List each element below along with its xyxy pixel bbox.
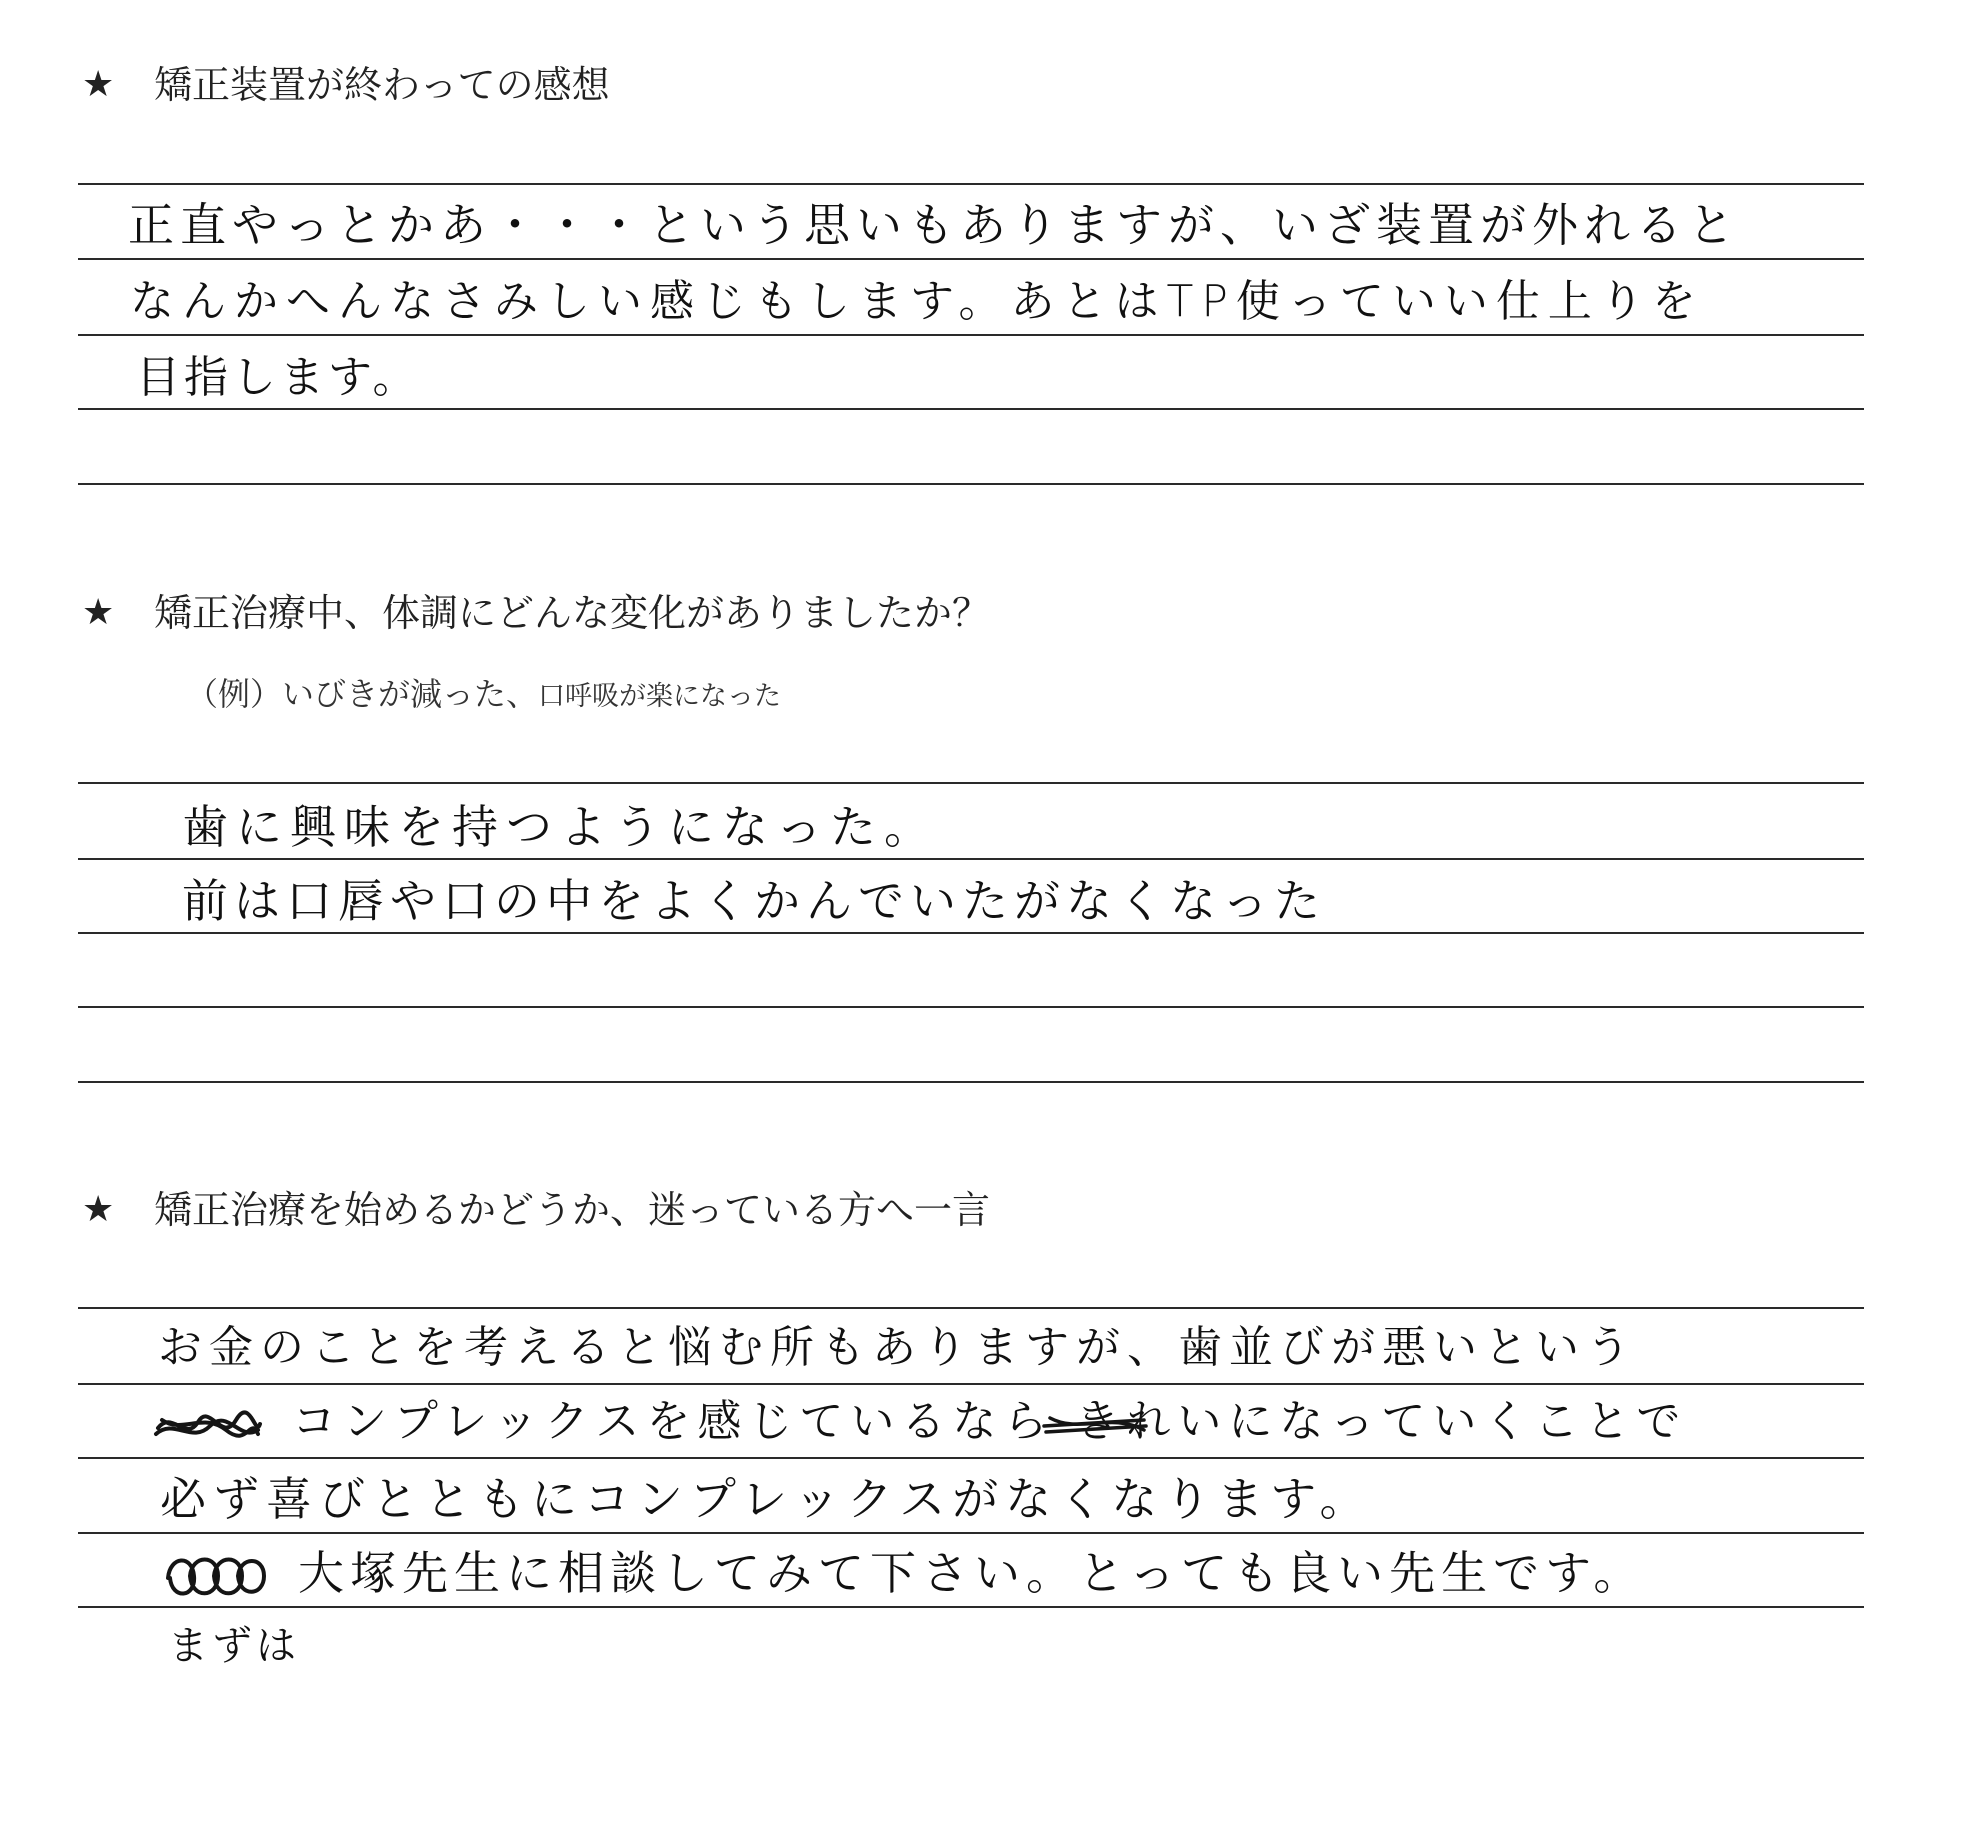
- handwritten-answer-3-line-5: まずは: [168, 1623, 300, 1669]
- handwritten-answer-2-line-2: 前は口唇や口の中をよくかんでいたがなくなった: [182, 874, 1326, 928]
- question-1: [82, 63, 610, 107]
- answer-line: [78, 1081, 1864, 1083]
- question-1-text: 矯正装置が終わっての感想: [154, 63, 610, 107]
- answer-line: [78, 258, 1864, 260]
- answer-line: [78, 1307, 1864, 1309]
- answer-line: [78, 1006, 1864, 1008]
- handwritten-answer-1-line-2: なんかへんなさみしい感じもします。あとはTP使っていい仕上りを: [130, 276, 1704, 327]
- question-2-text: 矯正治療中、体調にどんな変化がありましたか？: [154, 591, 991, 635]
- handwritten-answer-3-line-3: 必ず喜びとともにコンプレックスがなくなります。: [160, 1472, 1373, 1526]
- star-icon: ★: [82, 1189, 115, 1230]
- handwritten-answer-1-line-1: 正直やっとかあ・・・という思いもありますが、いざ装置が外れると: [128, 198, 1740, 252]
- answer-line: [78, 932, 1864, 934]
- answer-line: [78, 1383, 1864, 1385]
- question-2: [82, 591, 991, 635]
- question-3-text: 矯正治療を始めるかどうか、迷っている方へ一言: [154, 1188, 991, 1232]
- handwritten-answer-3-line-4: 大塚先生に相談してみて下さい。とっても良い先生です。: [298, 1546, 1646, 1600]
- scribble-crossout-icon: [152, 1404, 264, 1448]
- handwritten-answer-3-line-2: コンプレックスを感じているなら きれいになっていくことで: [292, 1396, 1688, 1447]
- star-icon: ★: [82, 64, 115, 105]
- answer-line: [78, 858, 1864, 860]
- answer-line: [78, 408, 1864, 410]
- star-icon: ★: [82, 592, 115, 633]
- example-label: （例）いびきが減った、: [186, 675, 539, 713]
- answer-line: [78, 334, 1864, 336]
- handwritten-answer-2-line-1: 歯に興味を持つようになった。: [182, 800, 938, 854]
- answer-line: [78, 1606, 1864, 1608]
- example-rest: 口呼吸が楽になった: [538, 681, 782, 712]
- example-text: [186, 669, 781, 715]
- scribble-crossout-icon: [1040, 1408, 1150, 1442]
- question-3: [82, 1188, 991, 1232]
- scribble-crossout-icon: [160, 1548, 270, 1604]
- answer-line: [78, 1457, 1864, 1459]
- handwritten-answer-1-line-3: 目指します。: [136, 352, 421, 403]
- handwritten-answer-3-line-1: お金のことを考えると悩む所もありますが、歯並びが悪いという: [158, 1322, 1637, 1373]
- answer-line: [78, 483, 1864, 485]
- answer-line: [78, 782, 1864, 784]
- answer-line: [78, 183, 1864, 185]
- answer-line: [78, 1532, 1864, 1534]
